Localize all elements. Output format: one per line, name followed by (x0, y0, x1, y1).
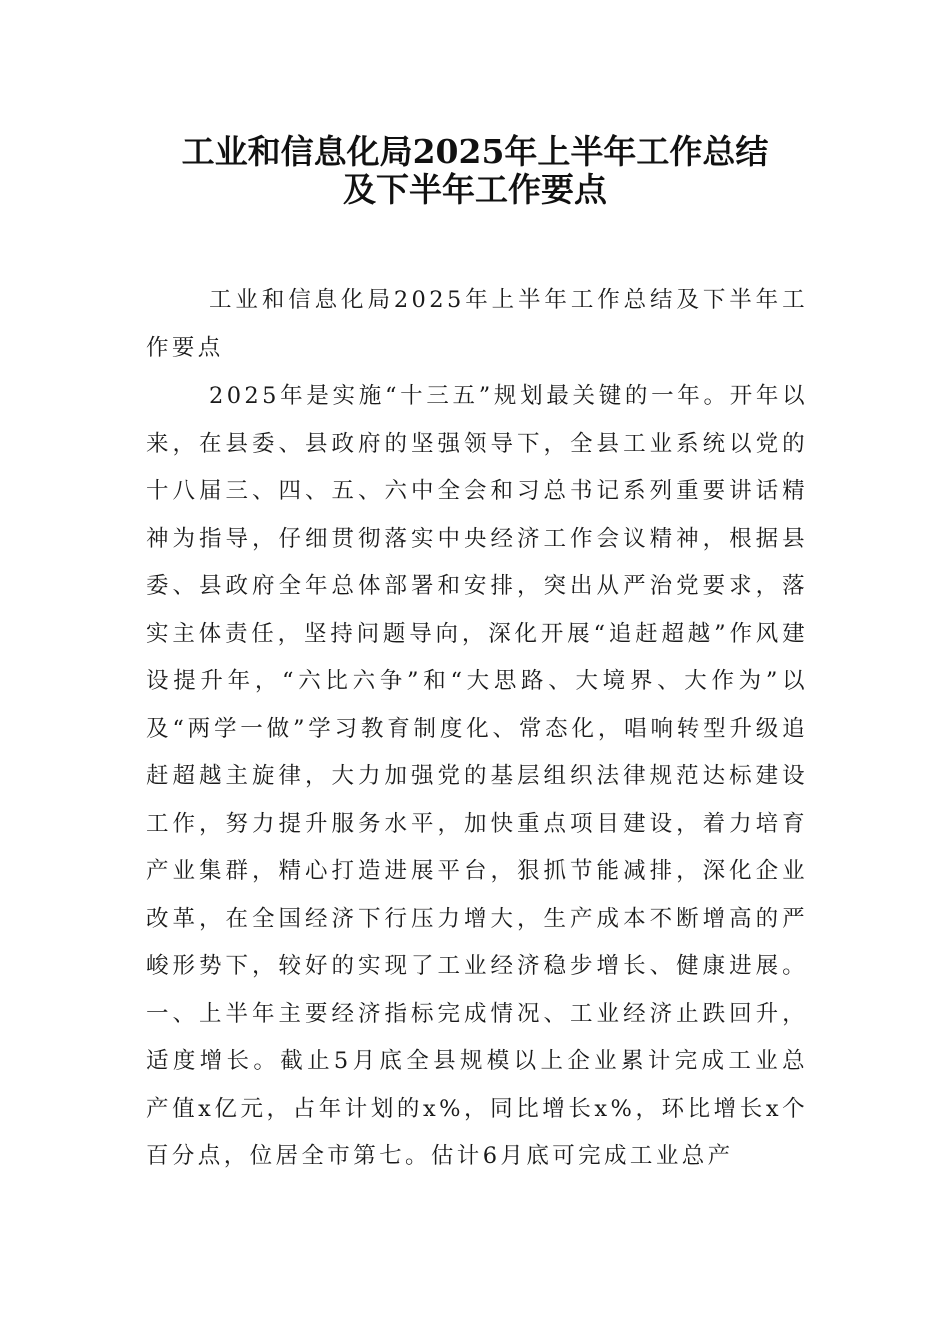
document-title-line-2: 及下半年工作要点 (343, 170, 607, 209)
body-paragraph-2: 2025年是实施“十三五”规划最关键的一年。开年以来，在县委、县政府的坚强领导下，全县工业系统以党的十八届三、四、五、六中全会和习总书记系列重要讲话精神为指导，仔细贯彻落实中央经济工作会议精神，根据县委、县政府全年总体部署和安排，突出从严治党要求，落实主体责任，坚持问题导向，深化开展“追赶超越”作风建设提升年，“六比六争”和“大思路、大境界、大作为”以及“两学一做”学习教育制度化、常态化，唱响转型升级追赶超越主旋律，大力加强党的基层组织法律规范达标建设工作，努力提升服务水平，加快重点项目建设，着力培育产业集群，精心打造进展平台，狠抓节能减排，深化企业改革，在全国经济下行压力增大，生产成本不断增高的严峻形势下，较好的实现了工业经济稳步增长、健康进展。一、上半年主要经济指标完成情况、工业经济止跌回升，适度增长。截止5月底全县规模以上企业累计完成工业总产值x亿元，占年计划的x%，同比增长x%，环比增长x个百分点，位居全市第七。估计6月底可完成工业总产 (146, 383, 808, 1169)
document-title-line-1: 工业和信息化局2025年上半年工作总结 (181, 132, 769, 171)
body-paragraph-1: 工业和信息化局2025年上半年工作总结及下半年工作要点 (146, 287, 808, 361)
